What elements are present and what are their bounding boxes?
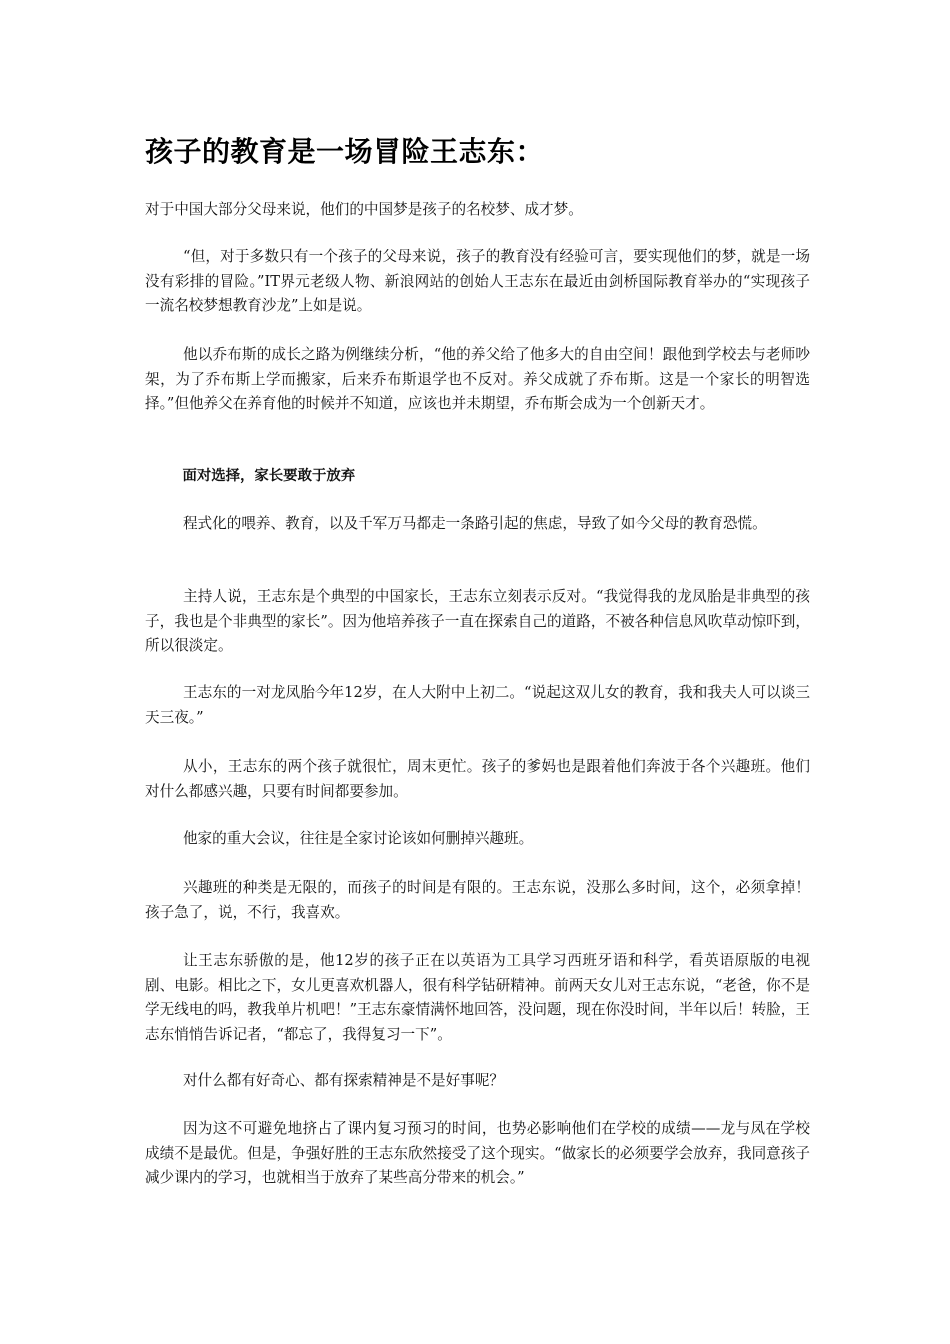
paragraph-twins: 王志东的一对龙凤胎今年12岁，在人大附中上初二。“说起这双儿女的教育，我和我夫人可以谈三天三夜。” <box>145 684 810 726</box>
paragraph-interest-classes: 兴趣班的种类是无限的，而孩子的时间是有限的。王志东说，没那么多时间，这个，必须拿掉！孩子急了，说，不行，我喜欢。 <box>145 879 810 921</box>
document-title: 孩子的教育是一场冒险王志东： <box>145 135 545 168</box>
paragraph-busy-children: 从小，王志东的两个孩子就很忙，周末更忙。孩子的爹妈也是跟着他们奔波于各个兴趣班。他们对什么都感兴趣，只要有时间都要参加。 <box>145 758 810 800</box>
paragraph-quote-adventure: “但，对于多数只有一个孩子的父母来说，孩子的教育没有经验可言，要实现他们的梦，就是一场没有彩排的冒险。”IT界元老级人物、新浪网站的创始人王志东在最近由剑桥国际教育举办的“实现孩子一流名校梦想教育沙龙”上如是说。 <box>145 248 810 314</box>
paragraph-intro: 对于中国大部分父母来说，他们的中国梦是孩子的名校梦、成才梦。 <box>145 201 583 218</box>
paragraph-family-meeting: 他家的重大会议，往往是全家讨论该如何删掉兴趣班。 <box>182 830 534 847</box>
paragraph-host-remark: 主持人说，王志东是个典型的中国家长，王志东立刻表示反对。“我觉得我的龙凤胎是非典型的孩子，我也是个非典型的家长”。因为他培养孩子一直在探索自己的道路，不被各种信息风吹草动惊吓到，所以很淡定。 <box>145 588 810 654</box>
paragraph-jobs-example: 他以乔布斯的成长之路为例继续分析，“他的养父给了他多大的自由空间！跟他到学校去与老师吵架，为了乔布斯上学而搬家，后来乔布斯退学也不反对。养父成就了乔布斯。这是一个家长的明智选择。”但他养父在养育他的时候并不知道，应该也并未期望，乔布斯会成为一个创新天才。 <box>145 346 810 412</box>
paragraph-curiosity-question: 对什么都有好奇心、都有探索精神是不是好事呢？ <box>182 1072 505 1089</box>
section-heading: 面对选择，家长要敢于放弃 <box>182 468 356 484</box>
paragraph-letting-go: 因为这不可避免地挤占了课内复习预习的时间，也势必影响他们在学校的成绩——龙与凤在学校成绩不是最优。但是，争强好胜的王志东欣然接受了这个现实。“做家长的必须要学会放弃，我同意孩子减少课内的学习，也就相当于放弃了某些高分带来的机会。” <box>145 1120 810 1186</box>
paragraph-education-panic: 程式化的喂养、教育，以及千军万马都走一条路引起的焦虑，导致了如今父母的教育恐慌。 <box>182 515 767 532</box>
paragraph-proud-moment: 让王志东骄傲的是，他12岁的孩子正在以英语为工具学习西班牙语和科学，看英语原版的电视剧、电影。相比之下，女儿更喜欢机器人，很有科学钻研精神。前两天女儿对王志东说，“老爸，你不是学无线电的吗，教我单片机吧！”王志东豪情满怀地回答，没问题，现在你没时间，半年以后！转脸，王志东悄悄告诉记者，“都忘了，我得复习一下”。 <box>145 952 810 1043</box>
